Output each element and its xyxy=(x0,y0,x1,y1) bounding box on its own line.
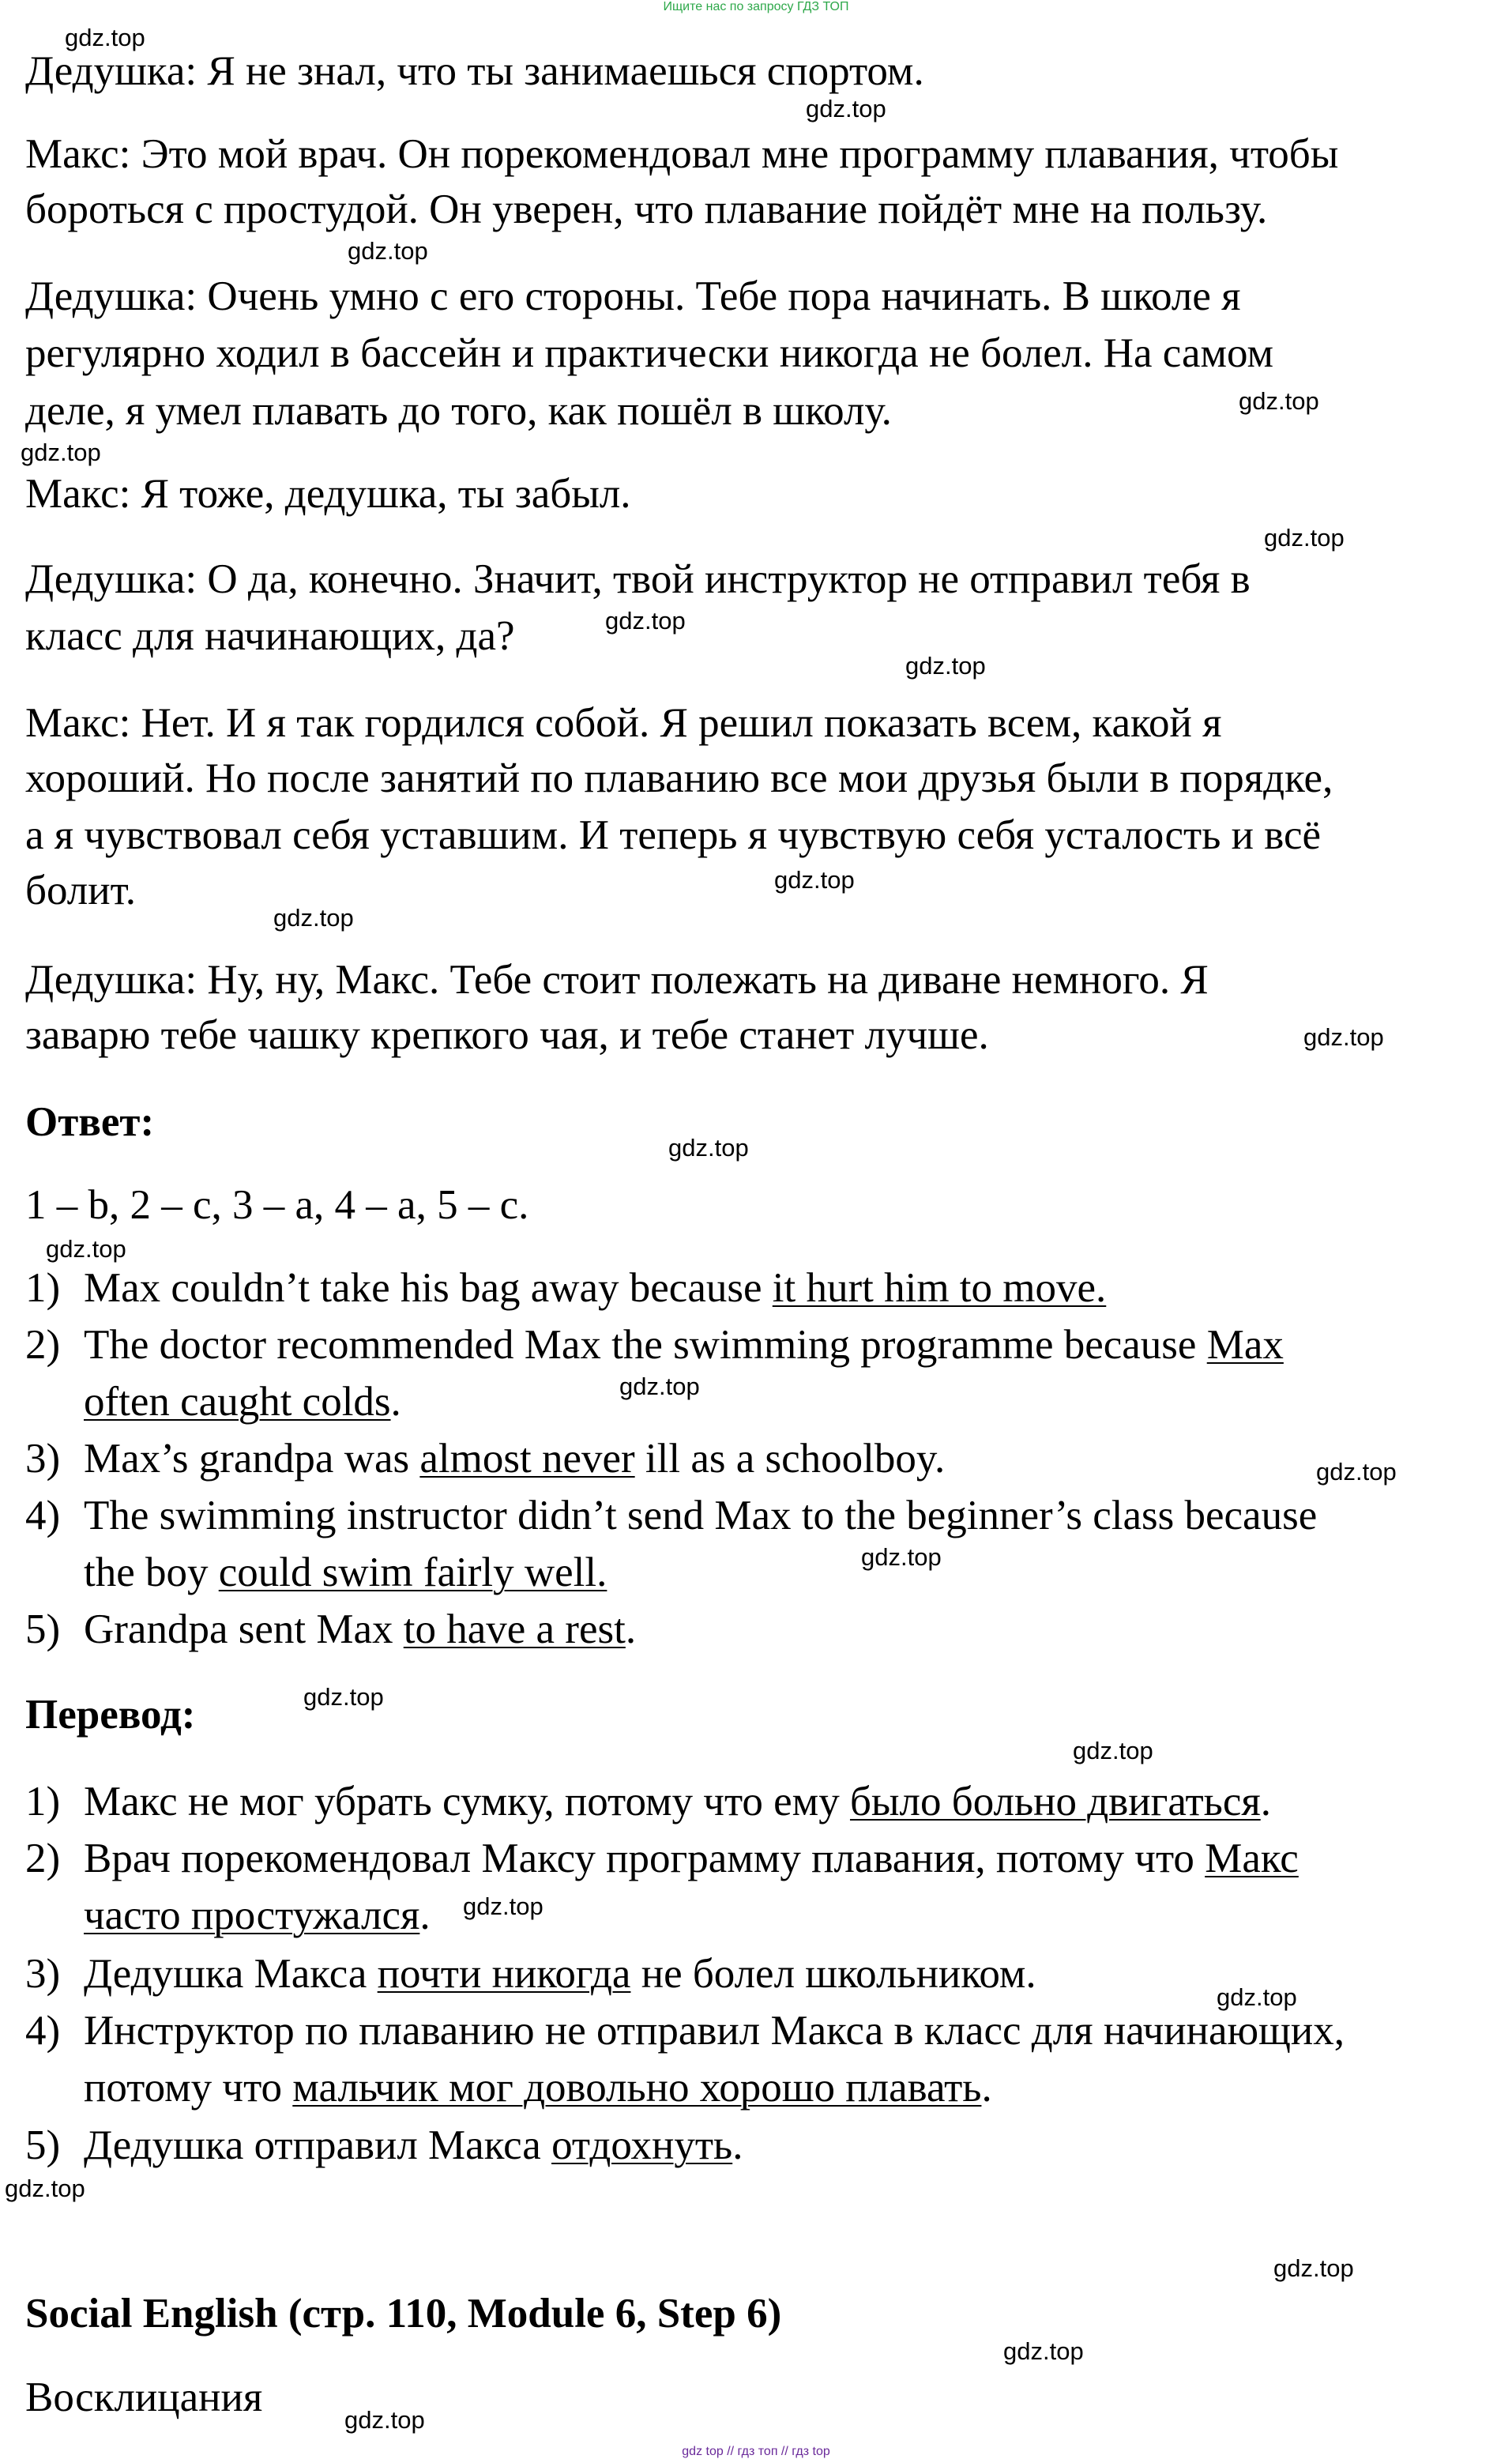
item-text: Дедушка Макса xyxy=(84,1951,378,1997)
underlined-answer: было больно двигаться xyxy=(849,1779,1261,1824)
dialogue-line: заварю тебе чашку крепкого чая, и тебе станет лучше. xyxy=(25,1012,989,1058)
item-text: Врач порекомендовал Максу программу плавания, потому что xyxy=(84,1836,1205,1881)
dialogue-line: Дедушка: Ну, ну, Макс. Тебе стоит полежать на диване немного. Я xyxy=(25,957,1209,1003)
item-text: не болел школьником. xyxy=(630,1951,1036,1997)
section-subheading: Восклицания xyxy=(25,2374,263,2420)
item-text: Инструктор по плаванию не отправил Макса в класс для начинающих, xyxy=(84,2008,1345,2054)
item-number: 3) xyxy=(25,1951,61,1997)
item-text: Max couldn’t take his bag away because xyxy=(84,1265,773,1311)
watermark: gdz.top xyxy=(806,95,886,122)
underlined-answer: отдохнуть xyxy=(551,2122,733,2168)
underlined-answer: почти никогда xyxy=(377,1951,631,1997)
item-number: 5) xyxy=(25,2122,61,2168)
item-number: 2) xyxy=(25,1836,61,1881)
answer-key: 1 – b, 2 – c, 3 – a, 4 – a, 5 – c. xyxy=(25,1182,529,1228)
dialogue-line: регулярно ходил в бассейн и практически никогда не болел. На самом xyxy=(25,330,1274,376)
dialogue-line: болит. xyxy=(25,868,137,913)
dialogue-line: бороться с простудой. Он уверен, что плавание пойдёт мне на пользу. xyxy=(25,186,1268,232)
item-text: ill as a schoolboy. xyxy=(634,1436,946,1482)
underlined-answer: could swim fairly well. xyxy=(218,1550,607,1595)
watermark: gdz.top xyxy=(46,1235,126,1263)
watermark: gdz.top xyxy=(273,904,354,932)
watermark: gdz.top xyxy=(1316,1458,1397,1486)
watermark: gdz.top xyxy=(905,652,986,680)
underlined-answer: to have a rest xyxy=(403,1606,626,1652)
item-text: . xyxy=(625,1606,637,1652)
item-text: Grandpa sent Max xyxy=(84,1606,404,1652)
item-text: Max’s grandpa was xyxy=(84,1436,420,1482)
dialogue-line: Дедушка: О да, конечно. Значит, твой инструктор не отправил тебя в xyxy=(25,556,1251,602)
dialogue-line: Дедушка: Я не знал, что ты занимаешься спортом. xyxy=(25,48,924,94)
watermark: gdz.top xyxy=(463,1892,543,1920)
answer-item-4-cont xyxy=(84,1549,607,1596)
header-search-link[interactable]: Ищите нас по запросу ГДЗ ТОП xyxy=(663,0,849,13)
section-heading: Social English (стр. 110, Module 6, Step 6) xyxy=(25,2291,782,2337)
item-text: the boy xyxy=(84,1550,219,1595)
item-number: 4) xyxy=(25,2008,61,2054)
dialogue-line: а я чувствовал себя уставшим. И теперь я чувствую себя усталость и всё xyxy=(25,812,1321,858)
dialogue-line: класс для начинающих, да? xyxy=(25,613,515,659)
item-text: . xyxy=(390,1379,401,1425)
watermark: gdz.top xyxy=(65,24,145,51)
watermark: gdz.top xyxy=(1239,387,1319,415)
item-text: потому что xyxy=(84,2065,293,2111)
watermark: gdz.top xyxy=(1303,1023,1384,1051)
watermark: gdz.top xyxy=(1273,2254,1354,2282)
watermark: gdz.top xyxy=(774,866,855,894)
watermark: gdz.top xyxy=(303,1683,384,1711)
dialogue-line: хороший. Но после занятий по плаванию все мои друзья были в порядке, xyxy=(25,755,1333,801)
underlined-answer: Макс xyxy=(1205,1836,1299,1881)
item-text: The doctor recommended Max the swimming programme because xyxy=(84,1322,1207,1368)
watermark: gdz.top xyxy=(1217,1983,1297,2011)
underlined-answer: часто простужался xyxy=(84,1892,420,1938)
item-text: . xyxy=(419,1892,431,1938)
item-text: Дедушка отправил Макса xyxy=(84,2122,552,2168)
dialogue-line: Дедушка: Очень умно с его стороны. Тебе пора начинать. В школе я xyxy=(25,273,1241,319)
watermark: gdz.top xyxy=(1264,524,1345,552)
item-number: 5) xyxy=(25,1606,61,1652)
underlined-answer: often caught colds xyxy=(84,1379,391,1425)
item-number: 1) xyxy=(25,1265,61,1311)
dialogue-line: деле, я умел плавать до того, как пошёл в школу. xyxy=(25,388,892,434)
footer-links[interactable]: gdz top // гдз топ // гдз top xyxy=(682,2445,830,2458)
item-text: . xyxy=(1260,1779,1271,1824)
answer-item-2-cont xyxy=(84,1378,401,1425)
watermark: gdz.top xyxy=(344,2406,425,2434)
item-text: The swimming instructor didn’t send Max to the beginner’s class because xyxy=(84,1493,1318,1538)
underlined-answer: мальчик мог довольно хорошо плавать xyxy=(292,2065,982,2111)
item-number: 3) xyxy=(25,1436,61,1482)
translation-item-4-cont xyxy=(84,2064,992,2111)
translation-item-2-cont xyxy=(84,1892,431,1939)
watermark: gdz.top xyxy=(668,1134,749,1162)
watermark: gdz.top xyxy=(605,607,686,635)
watermark: gdz.top xyxy=(348,237,428,265)
watermark: gdz.top xyxy=(619,1373,700,1400)
watermark: gdz.top xyxy=(1003,2337,1084,2365)
item-text: Макс не мог убрать сумку, потому что ему xyxy=(84,1779,850,1824)
dialogue-line: Макс: Я тоже, дедушка, ты забыл. xyxy=(25,471,631,517)
translation-heading: Перевод: xyxy=(25,1692,196,1738)
watermark: gdz.top xyxy=(21,439,101,466)
underlined-answer: it hurt him to move. xyxy=(772,1265,1107,1311)
dialogue-line: Макс: Нет. И я так гордился собой. Я решил показать всем, какой я xyxy=(25,700,1222,746)
watermark: gdz.top xyxy=(1073,1737,1153,1764)
item-number: 4) xyxy=(25,1493,61,1538)
dialogue-line: Макс: Это мой врач. Он порекомендовал мне программу плавания, чтобы xyxy=(25,131,1339,177)
item-text: . xyxy=(981,2065,992,2111)
watermark: gdz.top xyxy=(861,1543,942,1571)
item-number: 2) xyxy=(25,1322,61,1368)
underlined-answer: Max xyxy=(1206,1322,1284,1368)
item-text: . xyxy=(732,2122,743,2168)
underlined-answer: almost never xyxy=(419,1436,635,1482)
watermark: gdz.top xyxy=(5,2175,85,2202)
answer-heading: Ответ: xyxy=(25,1099,155,1145)
item-number: 1) xyxy=(25,1779,61,1824)
